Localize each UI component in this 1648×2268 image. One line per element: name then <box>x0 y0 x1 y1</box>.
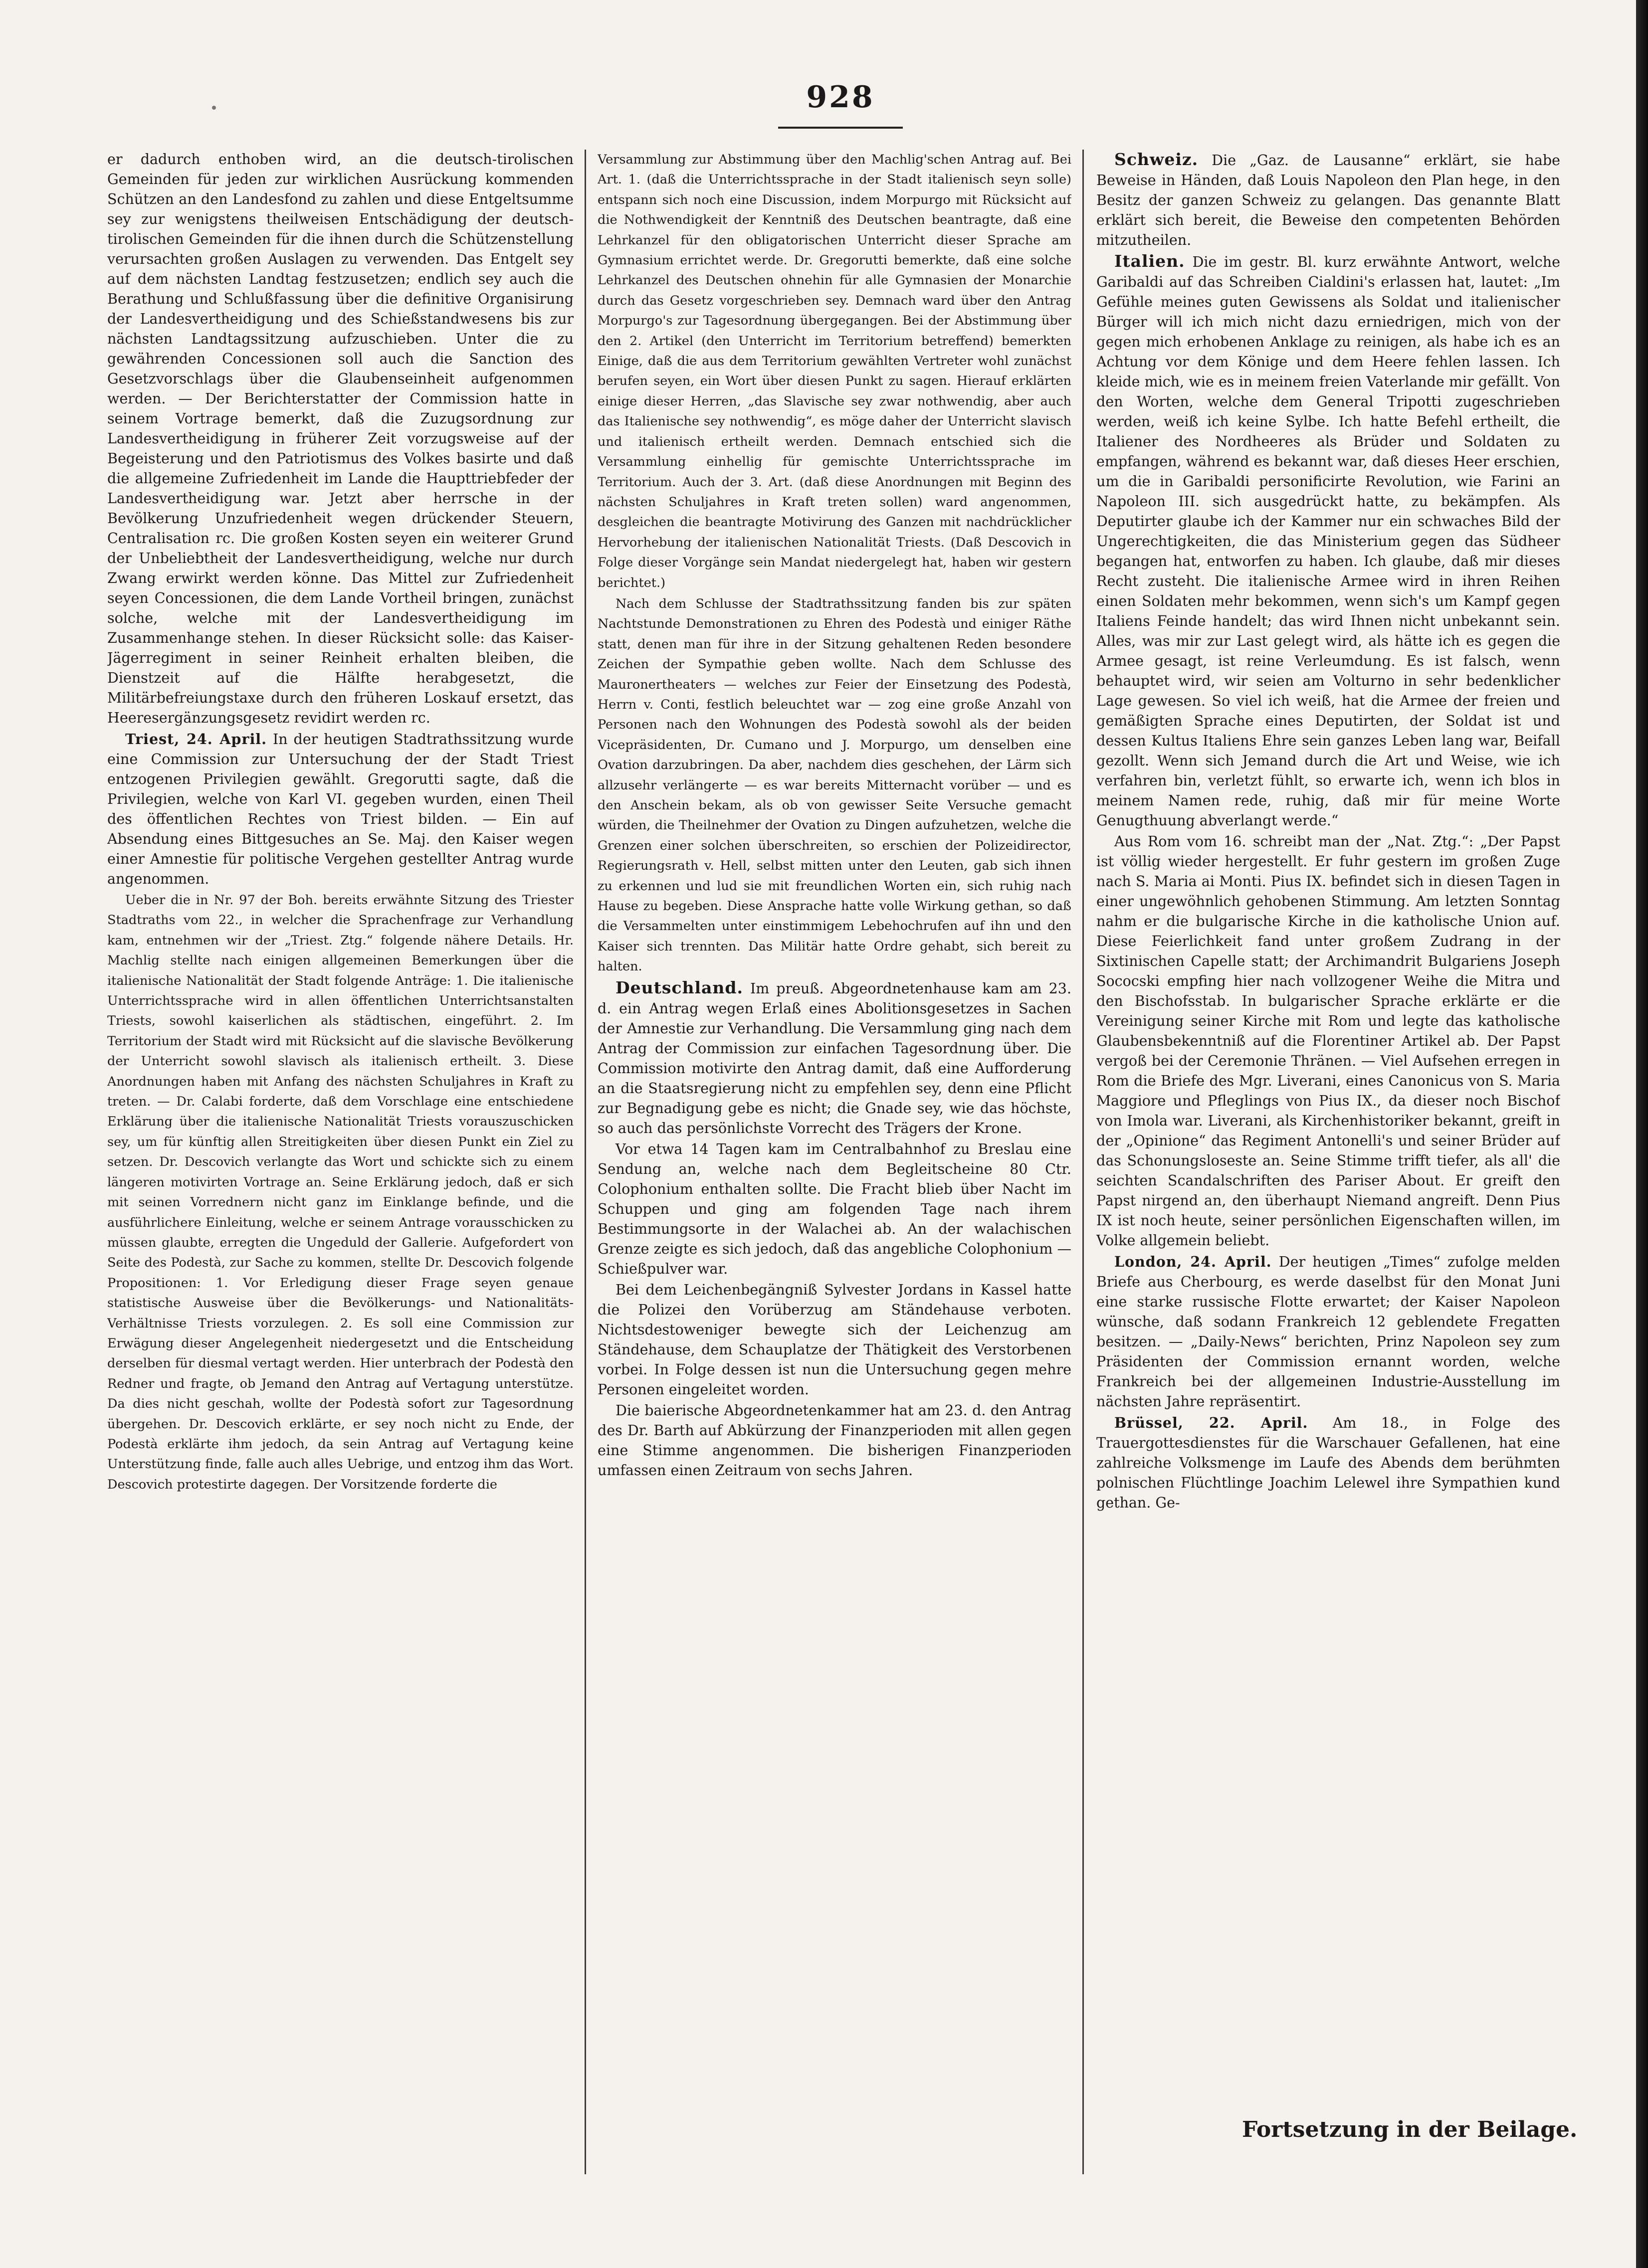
article-schweiz <box>1096 150 1560 250</box>
column-left <box>107 150 574 2174</box>
continuation-notice: Fortsetzung in der Beilage. <box>1242 2117 1578 2142</box>
dateline-bruessel: Brüssel, 22. April. <box>1114 1414 1308 1431</box>
section-heading-italien: Italien. <box>1114 251 1185 271</box>
dateline-london: London, 24. April. <box>1114 1253 1272 1270</box>
column-middle <box>598 150 1071 2174</box>
article-triest-demonstrations: Nach dem Schlusse der Stadtrathssitzung fanden bis zur späten Nachtstunde Demonstrationen zu Ehren des Podestà und einiger Räthe statt, denen man für ihre in der Sitzung gehaltenen Reden besondere Zeichen der Sympathie geben wollte. Nach dem Schlusse des Mauronertheaters — welches zur Feier der Einsetzung des Podestà, Herrn v. Conti, festlich beleuchtet war — zog eine große Anzahl von Personen nach den Wohnungen des Podestà sowohl als der beiden Vicepräsidenten, Dr. Cumano und J. Morpurgo, um denselben eine Ovation darzubringen. Da aber, nachdem dies geschehen, der Lärm sich allzusehr verlängerte — es war bereits Mitternacht vorüber — und es den Anschein bekam, als ob von gewisser Seite Versuche gemacht würden, die Theilnehmer der Ovation zu Dingen aufzuhetzen, welche die Grenzen einer solchen überschreiten, so erschien der Polizeidirector, Regierungsrath v. Hell, selbst mitten unter den Leuten, gab sich ihnen zu erkennen und lud sie mit freundlichen Worten ein, sich ruhig nach Hause zu begeben. Diese Ansprache hatte volle Wirkung gethan, so daß die Versammelten unter einstimmigem Lebehochrufen auf ihn und den Kaiser sich trennten. Das Militär hatte Ordre gehabt, sich bereit zu halten. <box>598 596 1071 974</box>
article-bruessel-body: Am 18., in Folge des Trauergottesdienstes für die Warschauer Gefallenen, hat eine zahlreiche Volksmenge im Laufe des Abends dem berühmten polnischen Flüchtlinge Joachim Lelewel ihre Sympathien kund gethan. Ge- <box>1096 1415 1560 1511</box>
article-triest-continued: Versammlung zur Abstimmung über den Machlig'schen Antrag auf. Bei Art. 1. (daß die Unterrichtssprache in der Stadt italienisch seyn solle) entspann sich noch eine Discussion, indem Morpurgo mit Rücksicht auf die Nothwendigkeit der Kenntniß des Deutschen beantragte, daß eine Lehrkanzel für den obligatorischen Unterricht dieser Sprache am Gymnasium errichtet werde. Dr. Gregorutti bemerkte, daß eine solche Lehrkanzel des Deutschen ohnehin für alle Gymnasien der Monarchie durch das Gesetz vorgeschrieben sey. Demnach ward über den Antrag Morpurgo's zur Tagesordnung übergegangen. Bei der Abstimmung über den 2. Artikel (den Unterricht im Territorium betreffend) bemerkten Einige, daß die aus dem Territorium gewählten Vertreter wohl zunächst berufen seyen, ein Wort über diesen Punkt zu sagen. Hierauf erklärten einige dieser Herren, „das Slavische sey zwar nothwendig, aber auch das Italienische sey nothwendig“, es möge daher der Unterricht slavisch und italienisch ertheilt werden. Demnach entschied sich die Versammlung einhellig für gemischte Unterrichtssprache im Territorium. Auch der 3. Art. (daß diese Anordnungen mit Beginn des nächsten Schuljahres in Kraft treten sollen) ward angenommen, desgleichen die beantragte Motivirung des Ganzen mit nachdrücklicher Hervorhebung der italienischen Nationalität Triests. (Daß Descovich in Folge dieser Vorgänge sein Mandat niedergelegt hat, haben wir gestern berichtet.) <box>598 152 1071 590</box>
article-deutschland-body: Im preuß. Abgeordnetenhause kam am 23. d. ein Antrag wegen Erlaß eines Abolitionsgesetzes in Sachen der Amnestie zur Verhandlung. Die Versammlung ging nach dem Antrag der Commission zur einfachen Tagesordnung über. Die Commission motivirte den Antrag damit, daß eine Aufforderung an die Staatsregierung nicht zu empfehlen sey, denn eine Pflicht zur Begnadigung gebe es nicht; die Gnade sey, wie das höchste, so auch das persönlichste Vorrecht des Trägers der Krone. <box>598 980 1071 1136</box>
article-kassel: Bei dem Leichenbegängniß Sylvester Jordans in Kassel hatte die Polizei den Vorüberzug am Ständehause verboten. Nichtsdestoweniger bewegte sich der Leichenzug am Ständehause, dem Schauplatze der Thätigkeit des Verstorbenen vorbei. In Folge dessen ist nun die Untersuchung gegen mehre Personen eingeleitet worden. <box>598 1281 1071 1398</box>
article-italien-body: Die im gestr. Bl. kurz erwähnte Antwort, welche Garibaldi auf das Schreiben Cialdini's erlassen hat, lautet: „Im Gefühle meines guten Gewissens als Soldat und italienischer Bürger will ich mich nicht dazu erniedrigen, mich von der gegen mich erhobenen Anklage zu reinigen, als habe ich es an Achtung vor dem Könige und dem Heere fehlen lassen. Ich kleide mich, wie es in meinem freien Vaterlande mir gefällt. Von den Worten, welche dem General Tripotti zugeschrieben werden, weiß ich keine Sylbe. Ich hatte Befehl ertheilt, die Italiener des Nordheeres als Brüder und Soldaten zu empfangen, während es bekannt war, daß dieses Heer erschien, um die in Garibaldi personificirte Revolution, wie Farini an Napoleon III. sich ausgedrückt hatte, zu bekämpfen. Als Deputirter glaube ich der Kammer nur ein schwaches Bild der Ungerechtigkeiten, die das Ministerium gegen das Südheer begangen hat, entworfen zu haben. Ich glaube, daß mir dieses Recht zusteht. Die italienische Armee wird in ihren Reihen einen Soldaten mehr bekommen, wenn sich's um Kampf gegen Italiens Feinde handelt; das wird Ihnen nicht unbekannt sein. Alles, was mir zur Last gelegt wird, als hätte ich es gegen die Armee gesagt, ist reine Verleumdung. Es ist falsch, wenn behauptet wird, wir seien am Volturno in sehr bedenklicher Lage gewesen. So viel ich weiß, hat die Armee der freien und gemäßigten Sprache eines Deputirten, der Soldat ist und dessen Kultus Italiens Ehre sein ganzes Leben lang war, Beifall gezollt. Wenn sich Jemand durch die Art und Weise, wie ich verfahren bin, verletzt fühlt, so erwarte ich, wenn ich blos in meinem Namen rede, ruhig, daß mir für meine Worte Genugthuung abverlangt werde.“ <box>1096 254 1560 829</box>
article-baiern: Die baierische Abgeordnetenkammer hat am 23. d. den Antrag des Dr. Barth auf Abkürzung der Finanzperioden mit allen gegen eine Stimme angenommen. Die bisherigen Finanzperioden umfassen einen Zeitraum von sechs Jahren. <box>598 1402 1071 1479</box>
article-triest-details: Ueber die in Nr. 97 der Boh. bereits erwähnte Sitzung des Triester Stadtraths vom 22., in welcher die Sprachenfrage zur Verhandlung kam, entnehmen wir der „Triest. Ztg.“ folgende nähere Details. Hr. Machlig stellte nach einigen allgemeinen Bemerkungen über die italienische Nationalität der Stadt folgende Anträge: 1. Die italienische Unterrichtssprache wird in allen öffentlichen Unterrichtsanstalten Triests, sowohl kaiserlichen als städtischen, eingeführt. 2. Im Territorium der Stadt wird mit Rücksicht auf die slavische Bevölkerung der Unterricht sowohl slavisch als italienisch ertheilt. 3. Diese Anordnungen haben mit Anfang des nächsten Schuljahres in Kraft zu treten. — Dr. Calabi forderte, daß dem Vorschlage eine entschiedene Erklärung über die italienische Nationalität Triests vorauszuschicken sey, um für künftig allen Streitigkeiten über diesen Punkt ein Ziel zu setzen. Dr. Descovich verlangte das Wort und schickte sich zu einem längeren motivirten Vortrage an. Seine Erklärung jedoch, daß er sich mit seinen Vorrednern nicht ganz im Einklange befinde, und die ausführlichere Einleitung, welche er seinem Antrage vorausschicken zu müssen glaubte, erregten die Ungeduld der Gallerie. Aufgefordert von Seite des Podestà, zur Sache zu kommen, stellte Dr. Descovich folgende Propositionen: 1. Vor Erledigung dieser Frage seyen genaue statistische Ausweise über die Bevölkerungs- und Nationalitäts-Verhältnisse Triests vorzulegen. 2. Es soll eine Commission zur Erwägung dieser Angelegenheit niedergesetzt und die Entscheidung derselben für diesmal vertagt werden. Hier unterbrach der Podestà den Redner und fragte, ob Jemand den Antrag auf Vertagung unterstütze. Da dies nicht geschah, wollte der Podestà sofort zur Tagesordnung übergehen. Dr. Descovich erklärte, er sey noch nicht zu Ende, der Podestà erklärte ihm jedoch, da sein Antrag auf Vertagung keine Unterstützung finde, falle auch alles Uebrige, und entzog ihm das Wort. Descovich protestirte dagegen. Der Vorsitzende forderte die <box>107 893 574 1492</box>
dateline-triest: Triest, 24. April. <box>125 731 267 748</box>
article-tirol-continued: er dadurch enthoben wird, an die deutsch-tirolischen Gemeinden für jeden zur wirklichen Ausrückung kommenden Schützen an den Landesfond zu zahlen und diese Entgeltsumme sey zur wenigstens theilweisen Entschädigung der deutsch-tirolischen Gemeinden für die ihnen durch die Schützenstellung verursachten großen Auslagen zu verwenden. Das Entgelt sey auf dem nächsten Landtag festzusetzen; endlich sey auch die Berathung und Schlußfassung über die definitive Organisirung der Landesvertheidigung und des Schießstandwesens bis zur nächsten Landtagssitzung aufzuschieben. Unter die zu gewährenden Concessionen soll auch die Sanction des Gesetzvorschlags über die Glaubenseinheit aufgenommen werden. — Der Berichterstatter der Commission hatte in seinem Vortrage bemerkt, daß die Zuzugsordnung zur Landesvertheidigung in früherer Zeit vorzugsweise auf der Begeisterung und den Patriotismus des Volkes basirte und daß die allgemeine Zufriedenheit im Lande die Haupttriebfeder der Landesvertheidigung war. Jetzt aber herrsche in der Bevölkerung Unzufriedenheit wegen drückender Steuern, Centralisation rc. Die großen Kosten seyen ein weiterer Grund der Unbeliebtheit der Landesvertheidigung, welche nur durch Zwang erwirkt werden könne. Das Mittel zur Zufriedenheit seyen Concessionen, die dem Lande Vortheil bringen, zunächst solche, welche mit der Landesvertheidigung im Zusammenhange stehen. In dieser Rücksicht solle: das Kaiser-Jägerregiment in seiner Reinheit erhalten bleiben, die Dienstzeit auf die Hälfte herabgesetzt, die Militärbefreiungstaxe durch den früheren Loskauf ersetzt, das Heeresergänzungsgesetz revidirt werden rc. <box>107 151 574 726</box>
column-rule-left <box>585 150 586 2174</box>
article-breslau: Vor etwa 14 Tagen kam im Centralbahnhof zu Breslau eine Sendung an, welche nach dem Begleitscheine 80 Ctr. Colophonium enthalten sollte. Die Fracht blieb über Nacht im Schuppen und ging am folgenden Tage nach ihrem Bestimmungsorte in der Walachei ab. An der walachischen Grenze zeigte es sich jedoch, daß das angebliche Colophonium — Schießpulver war. <box>598 1140 1071 1277</box>
section-heading-schweiz: Schweiz. <box>1114 150 1199 169</box>
column-right <box>1096 150 1578 2174</box>
article-triest-body: In der heutigen Stadtrathssitzung wurde eine Commission zur Untersuchung der der Stadt Triest entzogenen Privilegien gewählt. Gregorutti sagte, daß die Privilegien, welche von Karl VI. gegeben wurden, einen Theil des öffentlichen Rechtes von Triest bilden. — Ein auf Absendung eines Bittgesuches an Se. Maj. den Kaiser wegen einer Amnestie für politische Vergehen gestellter Antrag wurde angenommen. <box>107 731 574 887</box>
column-rule-right <box>1082 150 1084 2174</box>
article-triest <box>107 729 574 889</box>
article-italien <box>1096 251 1560 831</box>
article-london <box>1096 1252 1560 1412</box>
scan-edge <box>1636 0 1648 2268</box>
page-number: 928 <box>806 80 875 115</box>
section-heading-deutschland: Deutschland. <box>616 977 743 997</box>
article-rom: Aus Rom vom 16. schreibt man der „Nat. Ztg.“: „Der Papst ist völlig wieder hergestellt. Er fuhr gestern im großen Zuge nach S. Maria ai Monti. Pius IX. befindet sich in diesen Tagen in einer ungewöhnlich gehobenen Stimmung. Am letzten Sonntag nahm er die bulgarische Kirche in die katholische Union auf. Diese Feierlichkeit fand unter großem Zudrang in der Sixtinischen Capelle statt; der Archimandrit Bulgariens Joseph Sococski empfing hier nach vollzogener Weihe die Mitra und den Bischofsstab. In bulgarischer Sprache erklärte er die Vereinigung seiner Kirche mit Rom und legte das katholische Glaubensbekenntniß auf die Florentiner Artikel ab. Der Papst vergoß bei der Ceremonie Thränen. — Viel Aufsehen erregen in Rom die Briefe des Mgr. Liverani, eines Canonicus von S. Maria Maggiore und Pfleglings von Pius IX., da dieser noch Bischof von Imola war. Liverani, als Kirchenhistoriker bekannt, greift in der „Opinione“ das Regiment Antonelli's und seiner Brüder auf das Schonungsloseste an. Seine Stimme trifft tiefer, als all' die seichten Scandalschriften des Pariser About. Er greift den Papst nirgend an, den überhaupt Niemand angreift. Denn Pius IX ist noch heute, seiner persönlichen Eigenschaften willen, im Volke allgemein beliebt. <box>1096 833 1560 1249</box>
article-london-body: Der heutigen „Times“ zufolge melden Briefe aus Cherbourg, es werde daselbst für den Monat Juni eine starke russische Flotte erwartet; der Kaiser Napoleon wünsche, daß sodann Frankreich 12 geblendete Fregatten besitzen. — „Daily-News“ berichten, Prinz Napoleon sey zum Präsidenten der Commission ernannt worden, welche Frankreich bei der allgemeinen Industrie-Ausstellung im nächsten Jahre repräsentirt. <box>1096 1254 1560 1410</box>
page-number-rule <box>778 127 903 129</box>
article-deutschland <box>598 978 1071 1138</box>
ink-spot <box>212 106 216 110</box>
article-schweiz-body: Die „Gaz. de Lausanne“ erklärt, sie habe Beweise in Händen, daß Louis Napoleon den Plan hege, in den Besitz der ganzen Schweiz zu gelangen. Das genannte Blatt erklärt sich bereit, die Beweise den competenten Behörden mitzutheilen. <box>1096 152 1560 248</box>
article-bruessel <box>1096 1413 1560 1513</box>
